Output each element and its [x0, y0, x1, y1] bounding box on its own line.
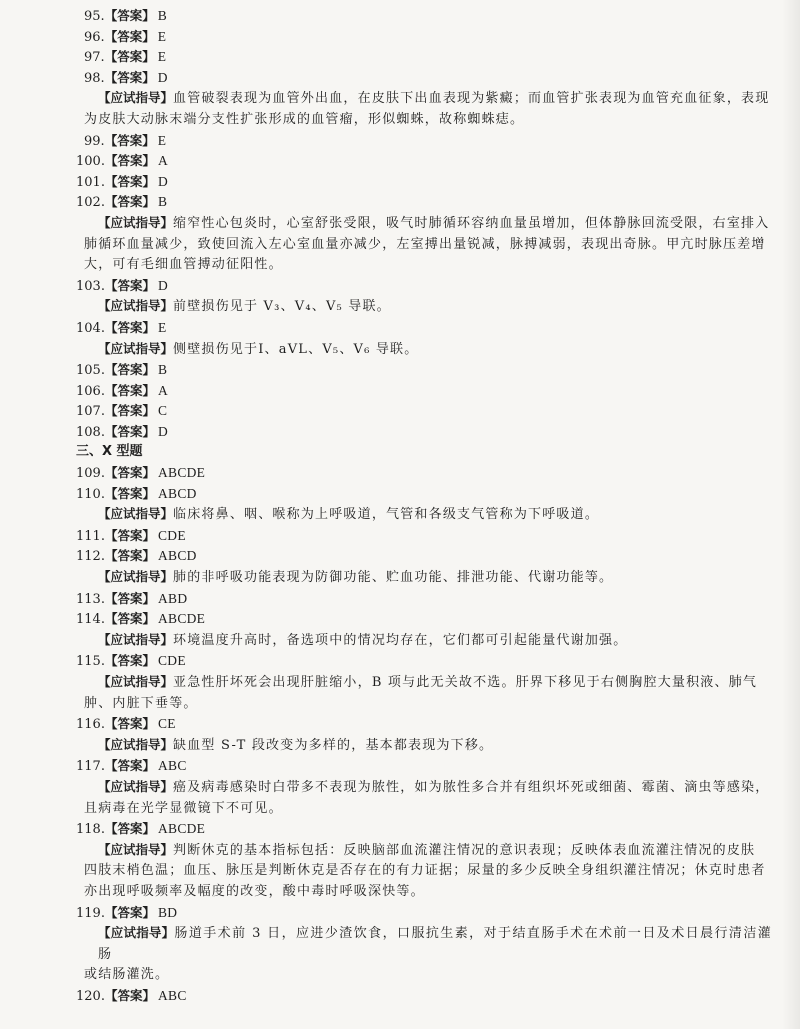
- answer-tag: 【答案】: [104, 403, 155, 419]
- section-heading: 三、X 型题: [76, 444, 143, 460]
- answer-row-q117: [76, 756, 772, 777]
- answer-tag: 【答案】: [104, 611, 155, 627]
- answer-tag: 【答案】: [104, 987, 155, 1003]
- guide-tag: 【应试指导】: [98, 298, 174, 314]
- answer-value: ABD: [157, 590, 188, 606]
- guide-line: [84, 504, 772, 526]
- guide-text: 且病毒在光学显微镜下不可见。: [84, 800, 283, 816]
- guide-line: [84, 799, 772, 820]
- guide-line: [84, 923, 772, 965]
- answer-row-q95: [84, 6, 772, 27]
- answer-tag: 【答案】: [104, 28, 155, 44]
- guide-line: [84, 777, 772, 799]
- answer-tag: 【答案】: [104, 153, 155, 169]
- guide-line: [84, 840, 772, 862]
- answer-value: D: [157, 69, 168, 85]
- guide-text: 缩窄性心包炎时，心室舒张受限，吸气时肺循环容纳血量虽增加，但体静脉回流受限，右室排入: [173, 215, 770, 231]
- answer-row-q103: [76, 276, 772, 297]
- answer-tag: 【答案】: [104, 548, 155, 564]
- guide-line: [84, 735, 772, 757]
- answer-value: CDE: [157, 653, 186, 669]
- guide-text: 癌及病毒感染时白带多不表现为脓性，如为脓性多合并有组织坏死或细菌、霉菌、滴虫等感染，: [173, 779, 770, 795]
- guide-text: 前壁损伤见于 V₃、V₄、V₅ 导联。: [173, 299, 391, 315]
- question-number: 96.: [84, 29, 105, 45]
- guide-line: [84, 296, 772, 318]
- guide-tag: 【应试指导】: [98, 631, 174, 647]
- question-number: 120.: [76, 988, 105, 1004]
- guide-line: [84, 672, 772, 694]
- guide-line: [84, 255, 772, 276]
- answer-value: BD: [157, 904, 178, 920]
- guide-text: 亚急性肝坏死会出现肝脏缩小，B 项与此无关故不选。肝界下移见于右侧胸腔大量积液、肺气: [173, 675, 758, 690]
- answer-value: ABCDE: [157, 611, 206, 627]
- guide-block: [84, 777, 772, 819]
- question-number: 108.: [76, 424, 105, 440]
- answer-value: ABCD: [157, 548, 197, 564]
- guide-tag: 【应试指导】: [98, 340, 174, 356]
- answer-value: B: [157, 362, 168, 378]
- guide-tag: 【应试指导】: [98, 925, 175, 941]
- answer-row-q107: [76, 401, 772, 422]
- guide-text: 或结肠灌洗。: [84, 967, 170, 983]
- guide-block: [84, 567, 772, 589]
- guide-block: [84, 296, 772, 318]
- guide-text: 四肢末梢色温；血压、脉压是判断休克是否存在的有力证据；尿量的多少反映全身组织灌注情况；休克时患者: [84, 863, 766, 879]
- guide-text: 大，可有毛细血管搏动征阳性。: [84, 257, 283, 273]
- guide-text: 环境温度升高时，备选项中的情况均存在，它们都可引起能量代谢加强。: [173, 632, 628, 648]
- answer-value: E: [157, 49, 167, 65]
- guide-line: [84, 567, 772, 589]
- answer-row-q108: [76, 422, 772, 443]
- guide-line: [84, 694, 772, 715]
- answer-value: E: [157, 319, 167, 335]
- answer-value: D: [157, 423, 169, 439]
- guide-tag: 【应试指导】: [98, 214, 174, 230]
- question-number: 102.: [76, 195, 105, 211]
- answer-row-q99: [84, 131, 772, 152]
- guide-line: [84, 88, 772, 110]
- guide-text: 肺循环血量减少，致使回流入左心室血量亦减少，左室搏出量锐减，脉搏减弱，表现出奇脉。甲亢时脉压差增: [84, 236, 766, 252]
- answer-row-q112: [76, 546, 772, 567]
- question-number: 115.: [76, 654, 105, 670]
- answer-value: ABCD: [157, 485, 197, 501]
- guide-tag: 【应试指导】: [98, 674, 174, 689]
- guide-text: 侧壁损伤见于Ⅰ、aVL、V₅、V₆ 导联。: [173, 341, 419, 357]
- answer-value: C: [157, 403, 168, 419]
- guide-text: 血管破裂表现为血管外出血，在皮肤下出血表现为紫癜；而血管扩张表现为血管充血征象，表现: [173, 91, 770, 107]
- guide-line: [84, 882, 772, 903]
- question-number: 107.: [76, 404, 105, 420]
- question-number: 95.: [84, 9, 105, 24]
- answer-value: ABC: [157, 987, 187, 1003]
- answer-row-q100: [76, 151, 772, 172]
- guide-text: 亦出现呼吸频率及幅度的改变，酸中毒时呼吸深快等。: [84, 883, 425, 899]
- question-number: 110.: [76, 486, 105, 502]
- question-number: 99.: [84, 133, 105, 149]
- guide-line: [84, 110, 772, 131]
- question-number: 103.: [76, 278, 105, 294]
- answer-value: E: [157, 28, 167, 44]
- guide-block: [84, 630, 772, 652]
- question-number: 104.: [76, 320, 105, 336]
- answer-row-q106: [76, 381, 772, 402]
- question-number: 114.: [76, 612, 105, 628]
- guide-block: [84, 339, 772, 361]
- guide-line: [84, 965, 772, 986]
- answer-tag: 【答案】: [104, 49, 155, 65]
- answer-value: D: [157, 173, 169, 189]
- answer-row-q114: [76, 609, 772, 630]
- guide-tag: 【应试指导】: [98, 778, 174, 794]
- question-number: 100.: [76, 154, 105, 170]
- answer-tag: 【答案】: [104, 527, 155, 543]
- answer-value: B: [157, 194, 168, 210]
- guide-block: [84, 672, 772, 714]
- question-number: 118.: [76, 822, 105, 838]
- guide-text: 缺血型 S-T 段改变为多样的，基本都表现为下移。: [173, 737, 494, 753]
- answer-tag: 【答案】: [104, 362, 155, 378]
- answer-row-q105: [76, 360, 772, 381]
- answer-row-q120: [76, 986, 772, 1007]
- answer-tag: 【答案】: [104, 69, 155, 85]
- guide-block: [84, 735, 772, 757]
- answer-row-q119: [76, 903, 772, 924]
- answer-tag: 【答案】: [104, 904, 155, 920]
- answer-value: E: [157, 132, 167, 148]
- guide-tag: 【应试指导】: [98, 90, 174, 106]
- answer-row-q111: [76, 526, 772, 547]
- answer-value: ABCDE: [157, 465, 206, 481]
- question-number: 111.: [76, 528, 105, 544]
- guide-text: 肿、内脏下垂等。: [84, 695, 198, 711]
- answer-value: CE: [157, 716, 176, 732]
- answer-tag: 【答案】: [104, 821, 155, 837]
- answer-value: CDE: [157, 527, 186, 543]
- guide-tag: 【应试指导】: [98, 736, 174, 752]
- answer-tag: 【答案】: [104, 485, 155, 501]
- answer-tag: 【答案】: [104, 277, 155, 293]
- guide-tag: 【应试指导】: [98, 841, 174, 857]
- answer-row-q97: [84, 47, 772, 68]
- answer-value: A: [157, 153, 169, 169]
- guide-text: 判断休克的基本指标包括：反映脑部血流灌注情况的意识表现；反映体表血流灌注情况的皮肤: [173, 842, 756, 858]
- answer-tag: 【答案】: [104, 423, 155, 439]
- answer-tag: 【答案】: [104, 173, 155, 189]
- guide-text: 肠道手术前 3 日，应进少渣饮食，口服抗生素，对于结直肠手术在术前一日及术日晨行清洁灌肠: [98, 926, 772, 962]
- answer-row-q109: [76, 463, 772, 484]
- answer-value: A: [157, 382, 169, 398]
- guide-block: [84, 840, 772, 903]
- answer-tag: 【答案】: [104, 132, 155, 148]
- guide-line: [84, 213, 772, 235]
- guide-text: 临床将鼻、咽、喉称为上呼吸道，气管和各级支气管称为下呼吸道。: [173, 507, 600, 523]
- answer-row-q118: [76, 819, 772, 840]
- answer-value: ABCDE: [157, 821, 206, 837]
- answer-tag: 【答案】: [104, 194, 155, 210]
- question-number: 117.: [76, 759, 105, 775]
- answer-row-q98: [84, 68, 772, 89]
- question-number: 105.: [76, 363, 105, 379]
- guide-line: [84, 235, 772, 256]
- answer-row-q113: [76, 589, 772, 610]
- question-number: 116.: [76, 717, 105, 733]
- guide-block: [84, 923, 772, 986]
- answer-tag: 【答案】: [104, 653, 155, 669]
- answer-tag: 【答案】: [104, 758, 155, 774]
- answer-row-q101: [76, 172, 772, 193]
- answer-tag: 【答案】: [104, 319, 155, 335]
- guide-text: 肺的非呼吸功能表现为防御功能、贮血功能、排泄功能、代谢功能等。: [173, 570, 614, 586]
- guide-line: [84, 339, 772, 361]
- answer-value: B: [157, 8, 168, 23]
- answer-row-q110: [76, 484, 772, 505]
- page-edge-shadow: [782, 0, 800, 1029]
- answer-tag: 【答案】: [104, 8, 155, 23]
- guide-block: [84, 88, 772, 130]
- answer-tag: 【答案】: [104, 716, 155, 732]
- answer-tag: 【答案】: [104, 465, 155, 481]
- question-number: 109.: [76, 466, 105, 482]
- answer-row-q116: [76, 714, 772, 735]
- guide-block: [84, 504, 772, 526]
- guide-block: [84, 213, 772, 276]
- guide-text: 为皮肤大动脉末端分支性扩张形成的血管瘤，形似蜘蛛，故称蜘蛛痣。: [84, 111, 525, 127]
- question-number: 119.: [76, 905, 105, 921]
- question-number: 98.: [84, 70, 105, 86]
- answer-row-q96: [84, 27, 772, 48]
- question-number: 112.: [76, 549, 105, 565]
- answer-tag: 【答案】: [104, 382, 155, 398]
- answer-row-q104: [76, 318, 772, 339]
- question-number: 113.: [76, 591, 105, 607]
- answer-value: D: [157, 277, 169, 293]
- question-number: 101.: [76, 174, 105, 190]
- guide-line: [84, 630, 772, 652]
- answer-row-q115: [76, 651, 772, 672]
- answer-value: ABC: [157, 758, 187, 774]
- question-number: 106.: [76, 383, 105, 399]
- guide-tag: 【应试指导】: [98, 506, 174, 522]
- question-number: 97.: [84, 50, 105, 66]
- answer-tag: 【答案】: [104, 590, 155, 606]
- answer-row-q102: [76, 192, 772, 213]
- guide-tag: 【应试指导】: [98, 569, 174, 585]
- guide-line: [84, 861, 772, 882]
